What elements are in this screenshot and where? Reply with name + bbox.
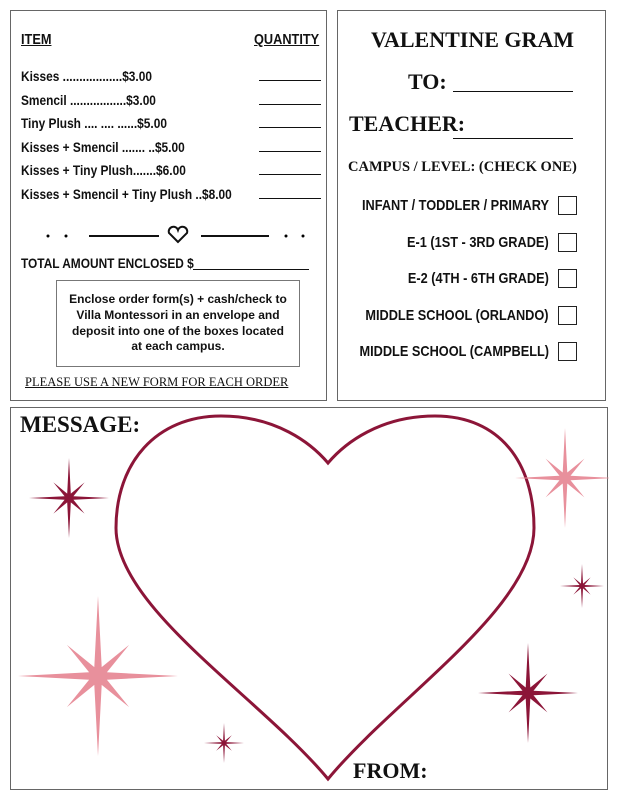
sparkle-star-icon (204, 723, 244, 763)
order-item: Kisses + Smencil + Tiny Plush ..$8.00 (21, 185, 232, 202)
sparkle-star-icon (560, 564, 604, 608)
decorations (11, 408, 609, 791)
campus-label: CAMPUS / LEVEL: (CHECK ONE) (348, 159, 577, 175)
to-label: TO: (408, 69, 447, 94)
quantity-input-line[interactable] (259, 151, 321, 152)
order-item: Kisses ..................$3.00 (21, 68, 152, 84)
message-label: MESSAGE: (20, 412, 141, 437)
campus-checkbox[interactable] (558, 196, 577, 215)
campus-checkbox[interactable] (558, 233, 577, 252)
heart-outline (116, 416, 534, 779)
order-item: Smencil .................$3.00 (21, 91, 156, 108)
heart-divider (41, 225, 311, 245)
sparkle-star-icon (29, 458, 109, 538)
message-card (10, 407, 608, 790)
quantity-header: QUANTITY (254, 31, 320, 48)
order-panel (10, 10, 327, 401)
quantity-input-line[interactable] (259, 80, 321, 81)
total-input-line[interactable] (193, 269, 309, 270)
instructions-box: Enclose order form(s) + cash/check to Villa Montessori in an envelope and deposit into one of the boxes located at each campus. (56, 280, 300, 367)
order-item: Tiny Plush .... .... ......$5.00 (21, 115, 167, 131)
gram-title: VALENTINE GRAM (370, 27, 575, 52)
teacher-input-line[interactable] (453, 138, 573, 139)
campus-checkbox[interactable] (558, 306, 577, 325)
sparkle-star-icon (515, 428, 609, 528)
sparkle-star-icon (18, 596, 178, 756)
total-label: TOTAL AMOUNT ENCLOSED $ (21, 255, 194, 271)
order-item: Kisses + Tiny Plush.......$6.00 (21, 162, 186, 178)
quantity-input-line[interactable] (259, 104, 321, 105)
item-header: ITEM (21, 31, 52, 48)
campus-checkbox[interactable] (558, 269, 577, 288)
quantity-input-line[interactable] (259, 198, 321, 199)
campus-option-label: E-1 (1ST - 3RD GRADE) (407, 233, 549, 251)
campus-option-label: MIDDLE SCHOOL (ORLANDO) (365, 306, 549, 324)
campus-option-label: MIDDLE SCHOOL (CAMPBELL) (359, 343, 549, 360)
quantity-input-line[interactable] (259, 127, 321, 128)
campus-option-label: E-2 (4TH - 6TH GRADE) (408, 270, 549, 287)
from-label: FROM: (353, 758, 428, 783)
footer-note: PLEASE USE A NEW FORM FOR EACH ORDER (25, 375, 289, 389)
quantity-input-line[interactable] (259, 174, 321, 175)
campus-checkbox[interactable] (558, 342, 577, 361)
sparkle-star-icon (478, 643, 578, 743)
campus-option-label: INFANT / TODDLER / PRIMARY (361, 197, 549, 214)
order-item: Kisses + Smencil ....... ..$5.00 (21, 138, 185, 155)
teacher-label: TEACHER: (349, 111, 466, 136)
gram-panel (337, 10, 606, 401)
to-input-line[interactable] (453, 91, 573, 92)
